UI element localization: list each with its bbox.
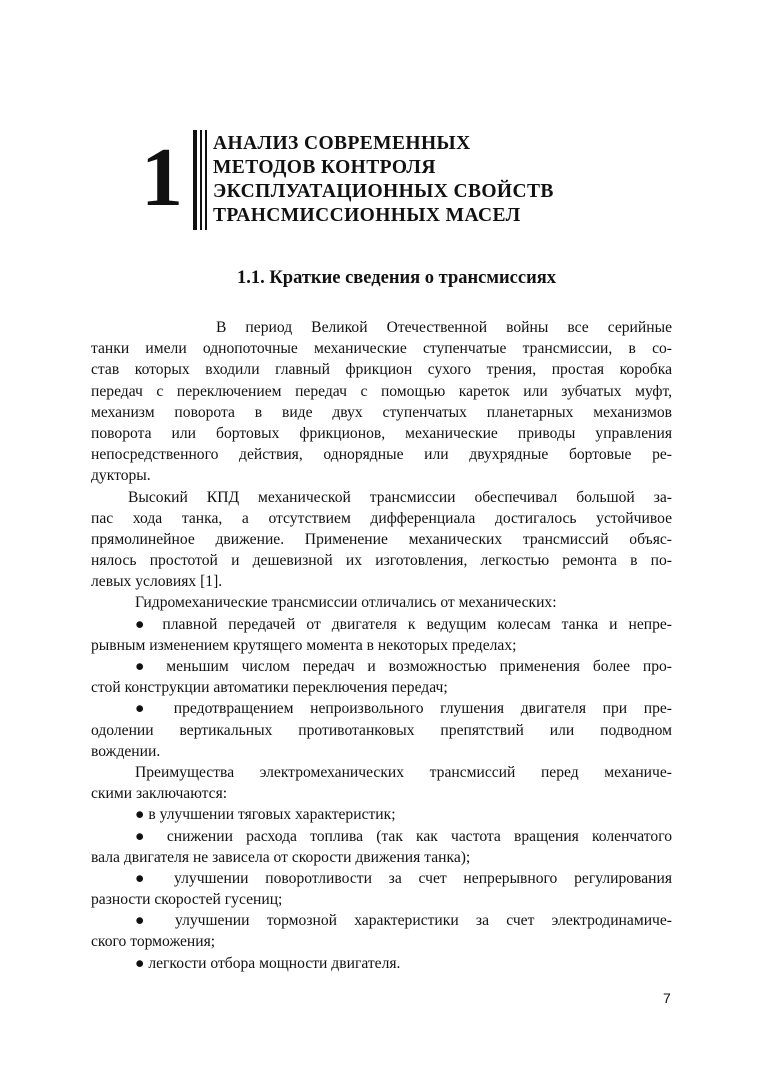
bullet-line: ● снижении расхода топлива (так как частота вращения коленчатого (135, 827, 672, 845)
text-line: поворота или бортовых фрикционов, механические приводы управления (91, 424, 672, 442)
text-line: разности скоростей гусениц; (91, 891, 283, 909)
text-line: дукторы. (91, 467, 151, 485)
text-line: вождении. (91, 742, 161, 760)
body-text (91, 317, 672, 974)
chapter-number: 1 (141, 131, 183, 224)
text-line: Преимущества электромеханических трансмиссий перед механиче- (135, 763, 672, 781)
text-line: Высокий КПД механической трансмиссии обеспечивал большой за- (128, 488, 672, 506)
chapter-divider-bar (205, 130, 207, 230)
bullet-line: ● улучшении поворотливости за счет непрерывного регулирования (135, 869, 672, 887)
bullet-line: ● улучшении тормозной характеристики за счет электродинамиче- (135, 912, 672, 930)
chapter-title-line: ТРАНСМИССИОННЫХ МАСЕЛ (213, 205, 521, 226)
bullet-line: ● плавной передачей от двигателя к ведущим колесам танка и непре- (135, 615, 672, 633)
text-line: стой конструкции автоматики переключения передач; (91, 679, 448, 697)
chapter-divider-bar (200, 130, 202, 230)
chapter-title (213, 132, 633, 228)
text-line: пас хода танка, а отсутствием дифференциала достигалось устойчивое (91, 509, 672, 527)
text-line: Гидромеханические трансмиссии отличались от механических: (135, 594, 557, 612)
text-line: нялось простотой и дешевизной их изготовления, легкостью ремонта в по- (91, 552, 672, 570)
text-line: непосредственного действия, однорядные или двухрядные бортовые ре- (91, 446, 672, 464)
text-line: танки имели однопоточные механические ступенчатые трансмиссии, в со- (91, 340, 672, 358)
text-line: скими заключаются: (91, 785, 228, 803)
text-line: В период Великой Отечественной войны все серийные (216, 319, 672, 336)
bullet-line: ● меньшим числом передач и возможностью применения более про- (135, 658, 672, 675)
section-heading: 1.1. Краткие сведения о трансмиссиях (237, 268, 556, 288)
bullet-line: ● в улучшении тяговых характеристик; (135, 806, 396, 824)
page-number: 7 (663, 990, 671, 1006)
text-line: левых условиях [1]. (91, 573, 223, 591)
text-line: прямолинейное движение. Применение механических трансмиссий объяс- (91, 530, 672, 548)
text-line: рывным изменением крутящего момента в некоторых пределах; (91, 636, 517, 654)
chapter-title-line: МЕТОДОВ КОНТРОЛЯ (213, 157, 436, 178)
chapter-title-line: ЭКСПЛУАТАЦИОННЫХ СВОЙСТВ (213, 181, 554, 202)
chapter-title-line: АНАЛИЗ СОВРЕМЕННЫХ (213, 133, 471, 154)
text-line: механизм поворота в виде двух ступенчатых планетарных механизмов (91, 403, 672, 421)
text-line: вала двигателя не зависела от скорости движения танка); (91, 848, 471, 866)
bullet-line: ● предотвращением непроизвольного глушения двигателя при пре- (135, 700, 672, 718)
text-line: ского торможения; (91, 933, 216, 951)
chapter-divider-bar (193, 130, 197, 230)
text-line: передач с переключением передач с помощью кареток или зубчатых муфт, (91, 382, 672, 400)
bullet-line: ● легкости отбора мощности двигателя. (135, 954, 401, 972)
text-line: одолении вертикальных противотанковых препятствий или подводном (91, 721, 672, 739)
text-line: став которых входили главный фрикцион сухого трения, простая коробка (91, 361, 672, 379)
